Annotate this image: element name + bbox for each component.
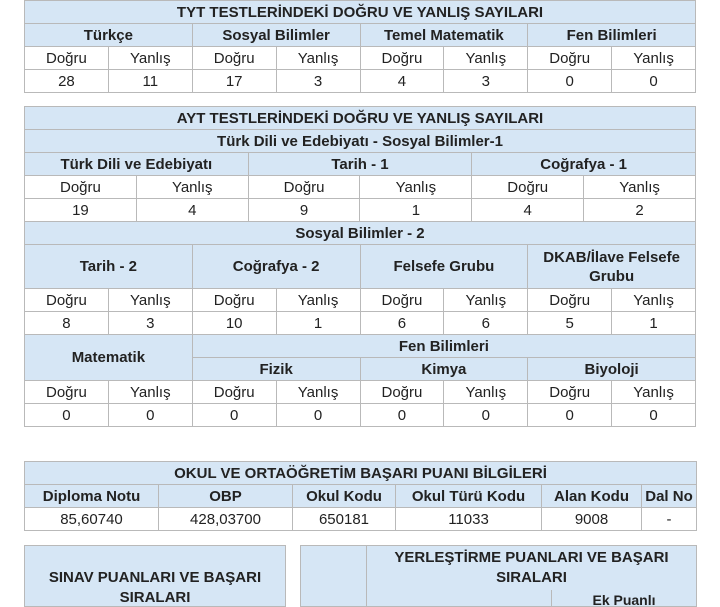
obp-section bbox=[24, 461, 696, 531]
ayt-value: 1 bbox=[360, 199, 472, 222]
bottom-right-sub: Ek Puanlı bbox=[592, 592, 656, 607]
correct-label: Doğru bbox=[25, 47, 109, 70]
ayt-value: 0 bbox=[612, 404, 696, 427]
ayt-value: 0 bbox=[25, 404, 109, 427]
ayt-value: 0 bbox=[276, 404, 360, 427]
tyt-value: 17 bbox=[192, 70, 276, 93]
tyt-title: TYT TESTLERİNDEKİ DOĞRU VE YANLIŞ SAYILARI bbox=[25, 1, 696, 24]
ayt-value: 0 bbox=[360, 404, 444, 427]
obp-header-okul-turu: Okul Türü Kodu bbox=[396, 485, 542, 508]
tyt-value: 4 bbox=[360, 70, 444, 93]
wrong-label: Yanlış bbox=[276, 47, 360, 70]
obp-value-okul-kodu: 650181 bbox=[293, 508, 396, 531]
correct-label: Doğru bbox=[192, 47, 276, 70]
correct-label: Doğru bbox=[25, 176, 137, 199]
tyt-value: 0 bbox=[612, 70, 696, 93]
ayt-subject-tarih2: Tarih - 2 bbox=[25, 245, 193, 289]
ayt-subject-tarih1: Tarih - 1 bbox=[248, 153, 472, 176]
tyt-value: 28 bbox=[25, 70, 109, 93]
ayt-value: 0 bbox=[108, 404, 192, 427]
wrong-label: Yanlış bbox=[136, 176, 248, 199]
obp-header-diploma: Diploma Notu bbox=[25, 485, 159, 508]
obp-header-okul-kodu: Okul Kodu bbox=[293, 485, 396, 508]
bottom-left-panel bbox=[24, 545, 286, 607]
obp-header-alan-kodu: Alan Kodu bbox=[542, 485, 642, 508]
ayt-value: 0 bbox=[192, 404, 276, 427]
correct-label: Doğru bbox=[360, 381, 444, 404]
correct-label: Doğru bbox=[528, 381, 612, 404]
correct-label: Doğru bbox=[360, 47, 444, 70]
ayt-value: 4 bbox=[136, 199, 248, 222]
obp-value-dal-no: - bbox=[642, 508, 697, 531]
tyt-subject-matematik: Temel Matematik bbox=[360, 24, 528, 47]
correct-label: Doğru bbox=[472, 176, 584, 199]
bottom-right-title: YERLEŞTİRME PUANLARI VE BAŞARI SIRALARI bbox=[394, 549, 669, 586]
wrong-label: Yanlış bbox=[584, 176, 696, 199]
wrong-label: Yanlış bbox=[108, 47, 192, 70]
ayt-value: 4 bbox=[472, 199, 584, 222]
wrong-label: Yanlış bbox=[360, 176, 472, 199]
wrong-label: Yanlış bbox=[612, 289, 696, 312]
ayt-value: 5 bbox=[528, 312, 612, 335]
wrong-label: Yanlış bbox=[444, 289, 528, 312]
ayt-value: 19 bbox=[25, 199, 137, 222]
ayt-value: 10 bbox=[192, 312, 276, 335]
obp-title: OKUL VE ORTAÖĞRETİM BAŞARI PUANI BİLGİLERİ bbox=[25, 462, 697, 485]
obp-value-okul-turu: 11033 bbox=[396, 508, 542, 531]
ayt-value: 3 bbox=[108, 312, 192, 335]
obp-header-obp: OBP bbox=[159, 485, 293, 508]
ayt-subject-matematik: Matematik bbox=[25, 335, 193, 381]
ayt-science-title: Fen Bilimleri bbox=[192, 335, 695, 358]
wrong-label: Yanlış bbox=[444, 381, 528, 404]
ayt-subject-biyoloji: Biyoloji bbox=[528, 358, 696, 381]
ayt-value: 1 bbox=[612, 312, 696, 335]
correct-label: Doğru bbox=[248, 176, 360, 199]
tyt-value: 3 bbox=[444, 70, 528, 93]
obp-value-diploma: 85,60740 bbox=[25, 508, 159, 531]
bottom-left-title: SINAV PUANLARI VE BAŞARI SIRALARI bbox=[48, 569, 262, 606]
obp-value-obp: 428,03700 bbox=[159, 508, 293, 531]
ayt-subject-kimya: Kimya bbox=[360, 358, 528, 381]
ayt-value: 2 bbox=[584, 199, 696, 222]
tyt-subject-sosyal: Sosyal Bilimler bbox=[192, 24, 360, 47]
ayt-value: 0 bbox=[528, 404, 612, 427]
tyt-value: 3 bbox=[276, 70, 360, 93]
ayt-value: 1 bbox=[276, 312, 360, 335]
wrong-label: Yanlış bbox=[108, 289, 192, 312]
tyt-value: 0 bbox=[528, 70, 612, 93]
wrong-label: Yanlış bbox=[276, 381, 360, 404]
ayt-subject-dkab: DKAB/İlave Felsefe Grubu bbox=[528, 245, 696, 289]
wrong-label: Yanlış bbox=[276, 289, 360, 312]
wrong-label: Yanlış bbox=[108, 381, 192, 404]
correct-label: Doğru bbox=[192, 289, 276, 312]
ayt-value: 0 bbox=[444, 404, 528, 427]
ayt-subject-fizik: Fizik bbox=[192, 358, 360, 381]
wrong-label: Yanlış bbox=[612, 47, 696, 70]
ayt-subject-cografya2: Coğrafya - 2 bbox=[192, 245, 360, 289]
wrong-label: Yanlış bbox=[444, 47, 528, 70]
ayt-value: 8 bbox=[25, 312, 109, 335]
tyt-value: 11 bbox=[108, 70, 192, 93]
obp-value-alan-kodu: 9008 bbox=[542, 508, 642, 531]
ayt-section bbox=[24, 106, 696, 427]
bottom-right-panel bbox=[366, 545, 697, 607]
ayt-value: 6 bbox=[444, 312, 528, 335]
correct-label: Doğru bbox=[528, 47, 612, 70]
tyt-subject-turkce: Türkçe bbox=[25, 24, 193, 47]
wrong-label: Yanlış bbox=[612, 381, 696, 404]
ayt-value: 9 bbox=[248, 199, 360, 222]
ayt-subject-edebiyat: Türk Dili ve Edebiyatı bbox=[25, 153, 249, 176]
ayt-title: AYT TESTLERİNDEKİ DOĞRU VE YANLIŞ SAYILARI bbox=[25, 107, 696, 130]
correct-label: Doğru bbox=[192, 381, 276, 404]
correct-label: Doğru bbox=[360, 289, 444, 312]
ayt-group1-title: Türk Dili ve Edebiyatı - Sosyal Bilimler-1 bbox=[25, 130, 696, 153]
obp-header-dal-no: Dal No bbox=[642, 485, 697, 508]
ayt-value: 6 bbox=[360, 312, 444, 335]
correct-label: Doğru bbox=[25, 381, 109, 404]
tyt-section bbox=[24, 0, 696, 93]
correct-label: Doğru bbox=[528, 289, 612, 312]
ayt-subject-felsefe: Felsefe Grubu bbox=[360, 245, 528, 289]
ayt-group2-title: Sosyal Bilimler - 2 bbox=[25, 222, 696, 245]
correct-label: Doğru bbox=[25, 289, 109, 312]
tyt-subject-fen: Fen Bilimleri bbox=[528, 24, 696, 47]
bottom-right-gap bbox=[300, 545, 368, 607]
ayt-subject-cografya1: Coğrafya - 1 bbox=[472, 153, 696, 176]
